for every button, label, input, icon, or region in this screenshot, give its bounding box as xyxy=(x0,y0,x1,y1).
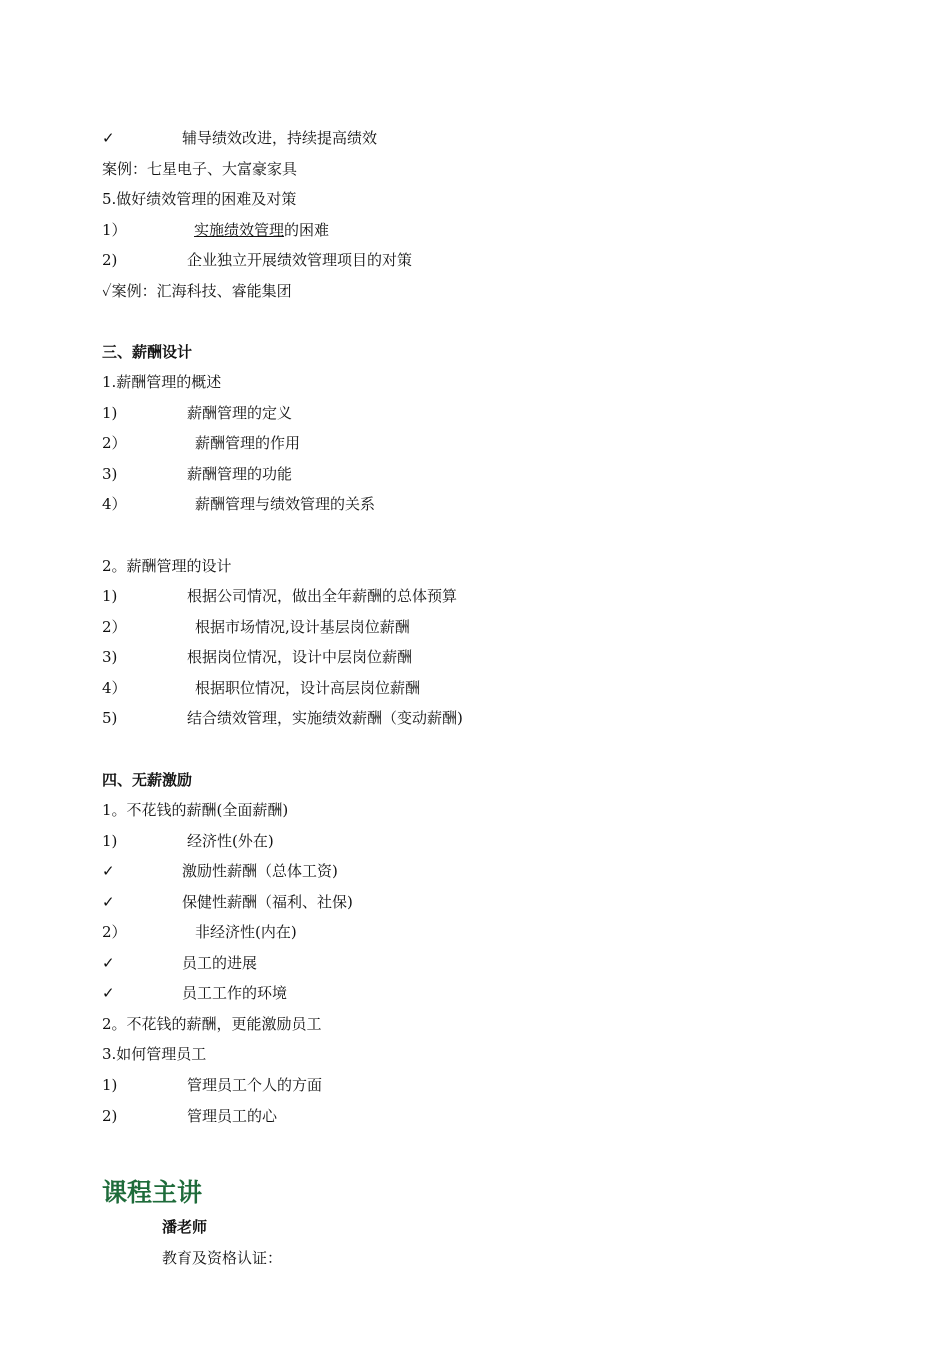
list-marker: 4） xyxy=(102,495,127,513)
line-text: 经济性(外在) xyxy=(187,832,274,850)
list-item xyxy=(102,433,301,453)
list-item xyxy=(102,464,293,484)
section-subtitle: 2。薪酬管理的设计 xyxy=(102,557,232,575)
list-marker: 1) xyxy=(102,587,118,605)
list-item xyxy=(102,678,421,698)
list-marker: 3) xyxy=(102,648,118,666)
line-text: 员工工作的环境 xyxy=(182,984,288,1002)
line-text: 辅导绩效改进，持续提高绩效 xyxy=(182,129,378,147)
section-heading: 三、薪酬设计 xyxy=(102,343,193,361)
list-marker: 5) xyxy=(102,709,118,727)
list-marker: 2） xyxy=(102,923,127,941)
line-text: 激励性薪酬（总体工资) xyxy=(182,862,338,880)
section-subtitle: 1.薪酬管理的概述 xyxy=(102,373,222,391)
case-line: ✓案例：汇海科技、睿能集团 xyxy=(102,282,292,300)
section-subtitle: 1。不花钱的薪酬(全面薪酬) xyxy=(102,801,289,819)
list-marker: 1) xyxy=(102,404,118,422)
list-marker: 3) xyxy=(102,465,118,483)
checkmark-icon: ✓ xyxy=(102,893,115,911)
line-text: 员工的进展 xyxy=(182,954,258,972)
checkmark-icon: ✓ xyxy=(102,862,115,880)
checkmark-icon: ✓ xyxy=(102,984,115,1002)
line-text: 结合绩效管理，实施绩效薪酬（变动薪酬) xyxy=(187,709,463,727)
list-item xyxy=(102,831,274,851)
underlined-text: 实施绩效管理 xyxy=(194,221,285,239)
list-marker: 1) xyxy=(102,832,118,850)
line-text: 根据公司情况，做出全年薪酬的总体预算 xyxy=(187,587,458,605)
teacher-name: 潘老师 xyxy=(162,1218,208,1236)
line-text: 管理员工的心 xyxy=(187,1107,278,1125)
line-text: 薪酬管理的定义 xyxy=(187,404,293,422)
line-text: 根据职位情况，设计高层岗位薪酬 xyxy=(195,679,421,697)
section-subtitle: 3.如何管理员工 xyxy=(102,1045,207,1063)
list-item xyxy=(102,250,413,270)
list-item xyxy=(102,922,297,942)
line-text xyxy=(194,220,329,240)
line-text: 薪酬管理与绩效管理的关系 xyxy=(195,495,376,513)
check-line xyxy=(102,983,288,1003)
checkmark-icon: ✓ xyxy=(102,954,115,972)
check-line xyxy=(102,861,338,881)
case-line: 案例：七星电子、大富豪家具 xyxy=(102,160,298,178)
line-text: 薪酬管理的作用 xyxy=(195,434,301,452)
list-marker: 1） xyxy=(102,221,127,239)
section-heading: 四、无薪激励 xyxy=(102,771,193,789)
education-label: 教育及资格认证： xyxy=(162,1249,283,1267)
check-line xyxy=(102,892,353,912)
line-text: 保健性薪酬（福利、社保) xyxy=(182,893,353,911)
line-text: 管理员工个人的方面 xyxy=(187,1076,323,1094)
list-marker: 2） xyxy=(102,618,127,636)
check-line xyxy=(102,953,258,973)
list-item xyxy=(102,617,410,637)
list-marker: 1) xyxy=(102,1076,118,1094)
check-line xyxy=(102,128,378,148)
line-text: 根据岗位情况，设计中层岗位薪酬 xyxy=(187,648,413,666)
line-text: 薪酬管理的功能 xyxy=(187,465,293,483)
line-text: 根据市场情况,设计基层岗位薪酬 xyxy=(195,618,410,636)
line-text: 非经济性(内在) xyxy=(195,923,297,941)
section-subtitle: 2。不花钱的薪酬，更能激励员工 xyxy=(102,1015,322,1033)
list-item xyxy=(102,708,463,728)
list-item xyxy=(102,494,376,514)
section-subtitle: 5.做好绩效管理的困难及对策 xyxy=(102,190,297,208)
checkmark-icon: ✓ xyxy=(102,129,115,147)
list-item xyxy=(102,403,293,423)
list-item xyxy=(102,1106,278,1126)
list-item xyxy=(102,1075,323,1095)
list-marker: 2) xyxy=(102,1107,118,1125)
course-heading: 课程主讲 xyxy=(102,1178,203,1207)
line-text: 企业独立开展绩效管理项目的对策 xyxy=(187,251,413,269)
list-item xyxy=(102,220,330,240)
list-marker: 4） xyxy=(102,679,127,697)
text-rest: 的困难 xyxy=(284,221,330,239)
list-marker: 2) xyxy=(102,251,118,269)
list-marker: 2） xyxy=(102,434,127,452)
list-item xyxy=(102,647,413,667)
list-item xyxy=(102,586,458,606)
